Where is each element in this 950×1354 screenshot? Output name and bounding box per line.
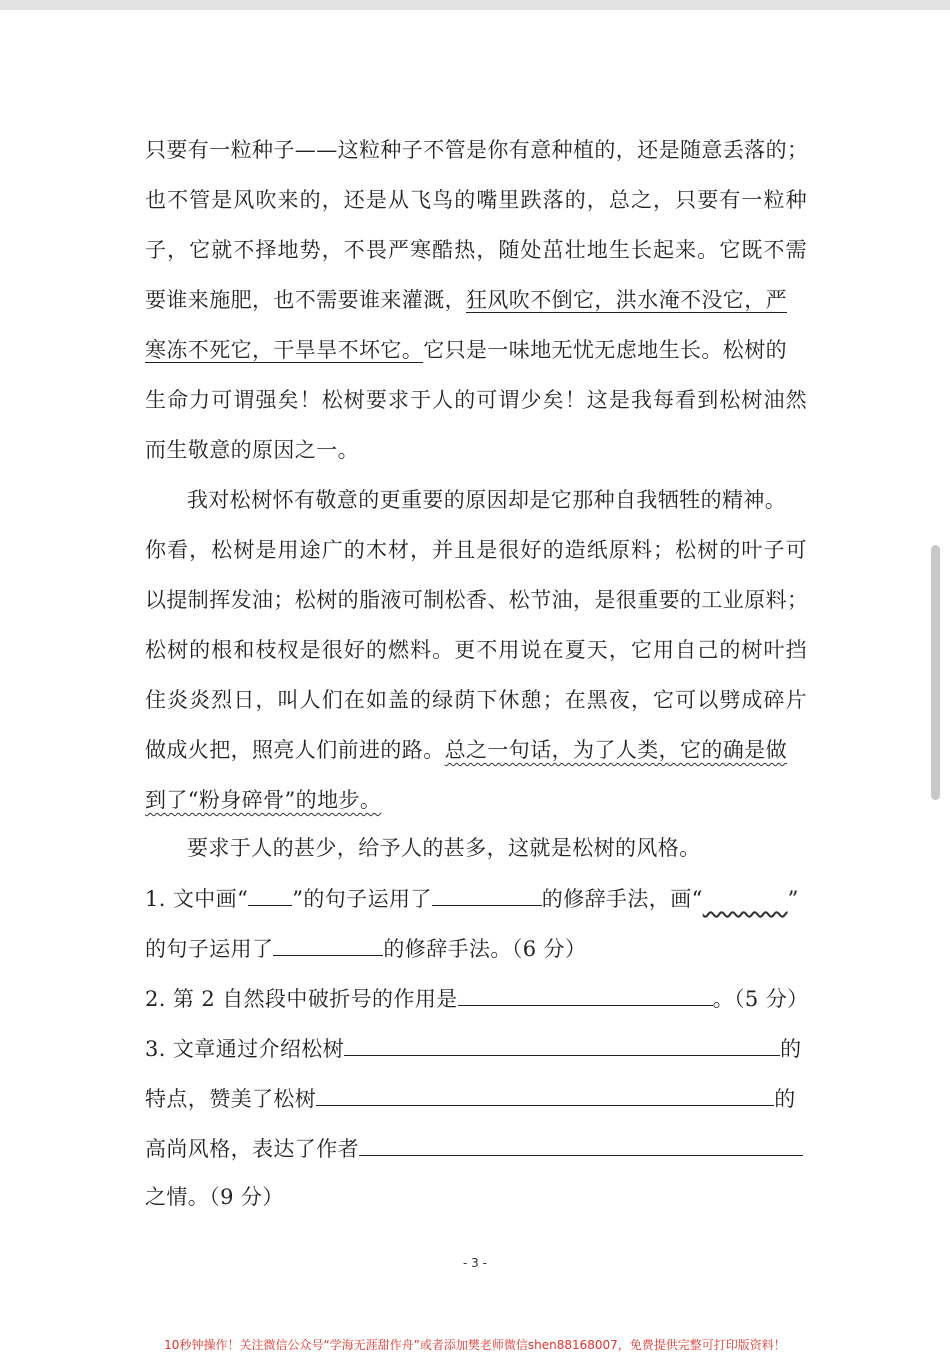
answer-blank[interactable] [458, 983, 713, 1006]
page-number: - 3 - [463, 1256, 487, 1270]
question-2 [145, 983, 807, 1013]
answer-blank[interactable] [273, 933, 383, 956]
passage-line: 要求于人的甚少，给予人的甚多，这就是松树的风格。 [187, 836, 701, 860]
wavy-line-sample: ​ [702, 887, 788, 911]
question-3-end: 之情。（9 分） [145, 1185, 284, 1209]
passage-line: 松树的根和枝杈是很好的燃料。更不用说在夏天，它用自己的树叶挡 [145, 638, 807, 662]
top-bar [0, 0, 950, 10]
passage-line: 只要有一粒种子——这粒种子不管是你有意种植的，还是随意丢落的； [145, 138, 809, 162]
scrollbar-thumb[interactable] [931, 545, 940, 800]
question-text: ” [787, 887, 799, 911]
wavy-underlined-sentence: 到了“粉身碎骨”的地步。 [145, 788, 382, 812]
question-text: 1. 文中画“ [145, 887, 249, 911]
question-1 [145, 883, 807, 913]
question-text: 高尚风格，表达了作者 [145, 1137, 359, 1161]
passage-line [145, 785, 807, 815]
passage-line: 以提制挥发油；松树的脂液可制松香、松节油，是很重要的工业原料； [145, 588, 809, 612]
passage-line: 子，它就不择地势，不畏严寒酷热，随处茁壮地生长起来。它既不需 [145, 238, 807, 262]
question-text: 的 [774, 1087, 796, 1111]
question-text: 的修辞手法。（6 分） [383, 937, 587, 961]
question-3 [145, 1033, 807, 1063]
wavy-underlined-sentence: 总之一句话，为了人类，它的确是做 [444, 738, 788, 762]
underlined-sentence: 寒冻不死它，干旱旱不坏它。 [145, 338, 424, 362]
passage-text: 它只是一味地无忧无虑地生长。松树的 [423, 338, 788, 362]
question-3-cont [145, 1133, 807, 1163]
passage-line: 而生敬意的原因之一。 [145, 438, 359, 462]
passage-text: 要谁来施肥，也不需要谁来灌溉， [145, 288, 466, 312]
footer-notice: 10秒钟操作！关注微信公众号“学海无涯甜作舟”或者添加樊老师微信shen88168007，免费提供完整可打印版资料！ [164, 1338, 786, 1352]
answer-blank[interactable] [432, 883, 542, 906]
question-text: 。（5 分） [712, 987, 809, 1011]
answer-blank[interactable] [316, 1083, 774, 1106]
question-text: 3. 文章通过介绍松树 [145, 1037, 345, 1061]
answer-blank[interactable] [359, 1133, 803, 1156]
passage-text: 做成火把，照亮人们前进的路。 [145, 738, 445, 762]
question-3-cont [145, 1083, 807, 1113]
question-1-cont [145, 933, 807, 963]
passage-line: 生命力可谓强矣！松树要求于人的可谓少矣！这是我每看到松树油然 [145, 388, 807, 412]
question-text: 的修辞手法，画“ [541, 887, 703, 911]
question-text: 特点，赞美了松树 [145, 1087, 317, 1111]
question-text: 2. 第 2 自然段中破折号的作用是 [145, 987, 458, 1011]
passage-line: 住炎炎烈日，叫人们在如盖的绿荫下休憩；在黑夜，它可以劈成碎片 [145, 688, 807, 712]
straight-line-sample [248, 883, 292, 906]
question-text: ”的句子运用了 [292, 887, 432, 911]
passage-line: 也不管是风吹来的，还是从飞鸟的嘴里跌落的，总之，只要有一粒种 [145, 188, 807, 212]
underlined-sentence: 狂风吹不倒它，洪水淹不没它，严 [466, 288, 787, 312]
question-text: 的 [780, 1037, 802, 1061]
passage-line [145, 335, 807, 365]
passage-line: 你看，松树是用途广的木材，并且是很好的造纸原料；松树的叶子可 [145, 538, 807, 562]
passage-line [145, 735, 807, 765]
passage-line [145, 285, 807, 315]
passage-line: 我对松树怀有敬意的更重要的原因却是它那种自我牺牲的精神。 [187, 488, 787, 512]
question-text: 的句子运用了 [145, 937, 274, 961]
answer-blank[interactable] [344, 1033, 780, 1056]
